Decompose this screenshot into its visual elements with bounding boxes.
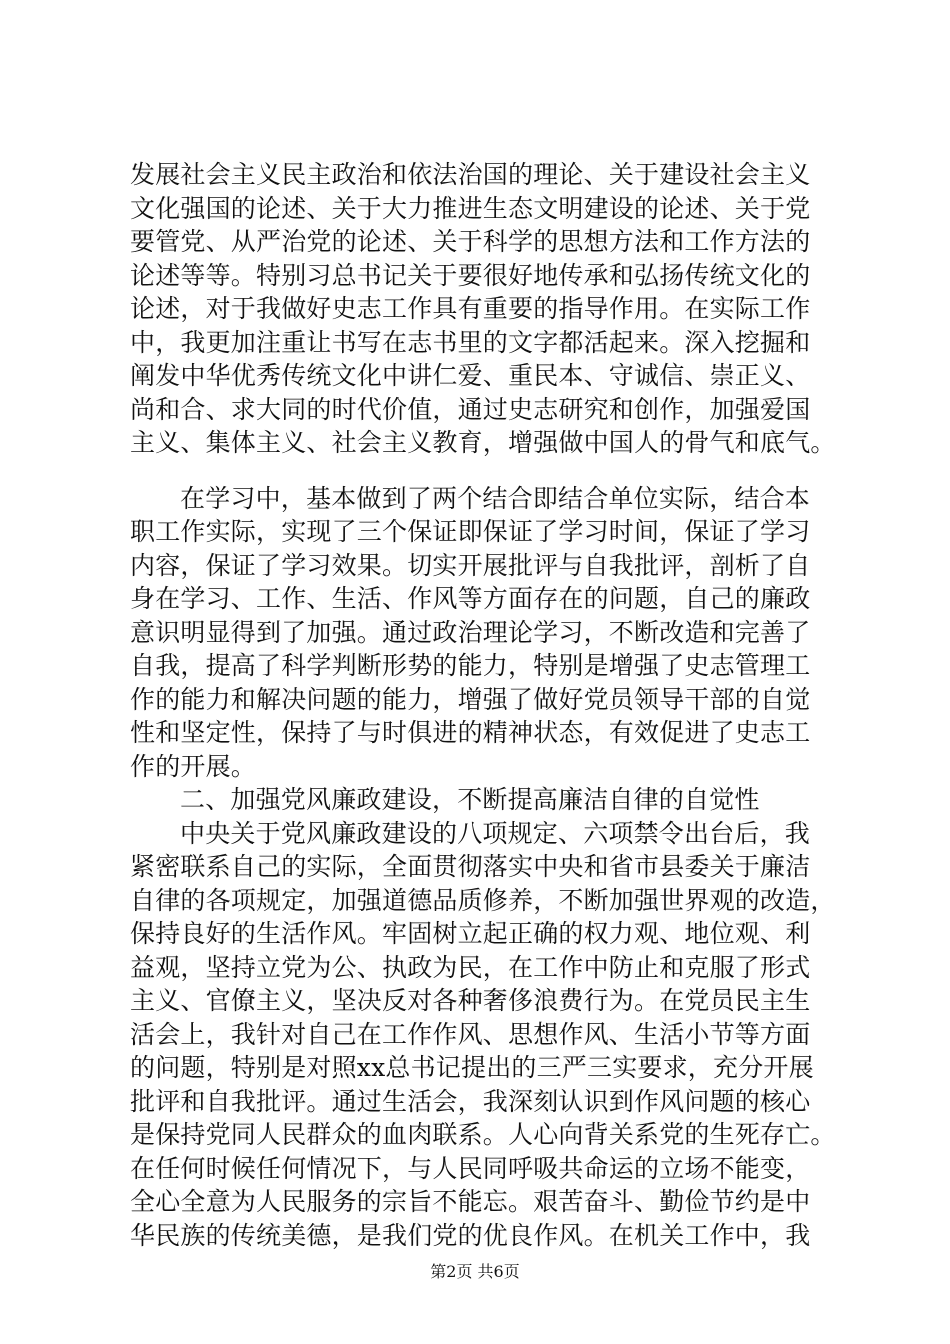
- text-line: 作的能力和解决问题的能力，增强了做好党员领导干部的自觉: [130, 684, 811, 714]
- text-line: 阐发中华优秀传统文化中讲仁爱、重民本、守诚信、崇正义、: [130, 361, 811, 390]
- text-line: 保持良好的生活作风。牢固树立起正确的权力观、地位观、利: [130, 919, 811, 948]
- paragraph-3: [130, 817, 836, 1253]
- paragraph-1: [130, 158, 836, 460]
- text-line: 益观，坚持立党为公、执政为民，在工作中防止和克服了形式: [130, 952, 811, 982]
- text-line: 文化强国的论述、关于大力推进生态文明建设的论述、关于党: [130, 193, 811, 223]
- text-line: 中央关于党风廉政建设的八项规定、六项禁令出台后，我: [180, 818, 811, 848]
- text-line: 是保持党同人民群众的血肉联系。人心向背关系党的生死存亡。: [130, 1120, 836, 1149]
- text-line: 全心全意为人民服务的宗旨不能忘。艰苦奋斗、勤俭节约是中: [130, 1187, 811, 1216]
- paragraph-spacer: [130, 460, 830, 482]
- text-line: 中，我更加注重让书写在志书里的文字都活起来。深入挖掘和: [130, 327, 811, 357]
- text-line: 作的开展。: [130, 751, 257, 781]
- text-line: 性和坚定性，保持了与时俱进的精神状态，有效促进了史志工: [130, 718, 811, 747]
- text-line: 批评和自我批评。通过生活会，我深刻认识到作风问题的核心: [130, 1086, 811, 1116]
- paragraph-2: [130, 482, 830, 784]
- text-line: 主义、集体主义、社会主义教育，增强做中国人的骨气和底气。: [130, 428, 836, 457]
- text-line: 自我，提高了科学判断形势的能力，特别是增强了史志管理工: [130, 651, 811, 680]
- text-line: 职工作实际，实现了三个保证即保证了学习时间，保证了学习: [130, 517, 811, 546]
- text-line: 内容，保证了学习效果。切实开展批评与自我批评，剖析了自: [130, 550, 811, 580]
- text-line: 自律的各项规定，加强道德品质修养，不断加强世界观的改造，: [130, 885, 836, 915]
- text-line: 主义、官僚主义，坚决反对各种奢侈浪费行为。在党员民主生: [130, 986, 811, 1015]
- section-heading: 二、加强党风廉政建设，不断提高廉洁自律的自觉性: [180, 785, 760, 814]
- text-line: 发展社会主义民主政治和依法治国的理论、关于建设社会主义: [130, 160, 811, 189]
- text-line: 在学习中，基本做到了两个结合即结合单位实际，结合本: [180, 483, 811, 513]
- page-number-footer: 第2页 共6页: [430, 1262, 520, 1281]
- text-line: 尚和合、求大同的时代价值，通过史志研究和创作，加强爱国: [130, 394, 811, 424]
- text-line: 的问题，特别是对照xx总书记提出的三严三实要求，充分开展: [130, 1053, 814, 1082]
- text-line: 紧密联系自己的实际，全面贯彻落实中央和省市县委关于廉洁: [130, 852, 811, 881]
- text-line: 意识明显得到了加强。通过政治理论学习，不断改造和完善了: [130, 617, 811, 647]
- text-line: 华民族的传统美德，是我们党的优良作风。在机关工作中，我: [130, 1220, 811, 1250]
- document-body: [130, 158, 836, 1252]
- text-line: 论述等等。特别习总书记关于要很好地传承和弘扬传统文化的: [130, 260, 811, 290]
- text-line: 身在学习、工作、生活、作风等方面存在的问题，自己的廉政: [130, 584, 811, 613]
- text-line: 在任何时候任何情况下，与人民同呼吸共命运的立场不能变，: [130, 1153, 811, 1183]
- text-line: 要管党、从严治党的论述、关于科学的思想方法和工作方法的: [130, 227, 811, 256]
- text-line: 活会上，我针对自己在工作作风、思想作风、生活小节等方面: [130, 1019, 811, 1049]
- text-line: 论述，对于我做好史志工作具有重要的指导作用。在实际工作: [130, 294, 811, 323]
